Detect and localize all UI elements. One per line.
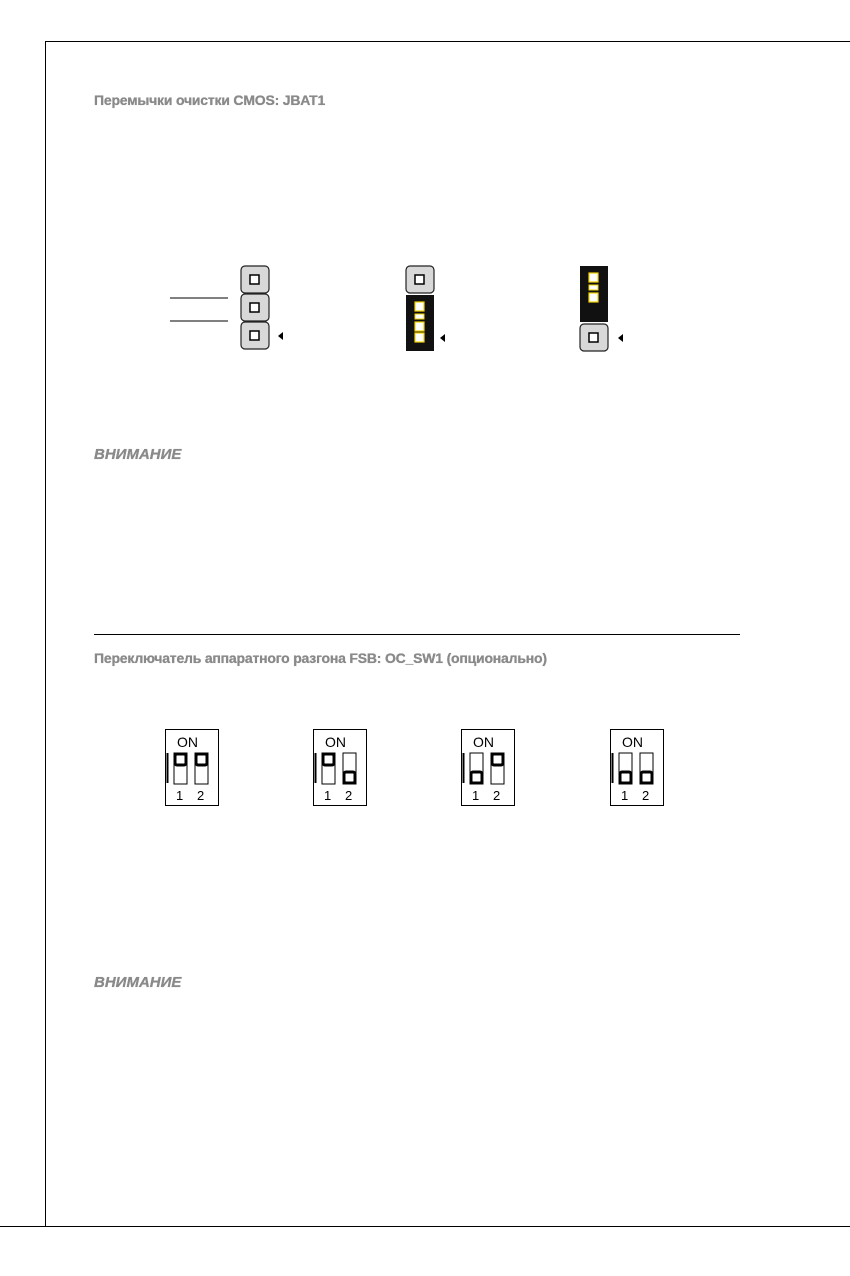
- dip-switch-svg: [165, 729, 219, 806]
- dip-switch-knob-off: [641, 772, 652, 783]
- jumper-diagram-keep-data: [400, 264, 460, 356]
- page-frame-bottom: [0, 1226, 850, 1227]
- dip-switch-knob-off: [471, 772, 482, 783]
- dip-switch-knob-off: [344, 772, 355, 783]
- dip-on-label: ON: [473, 734, 494, 750]
- dip-pin-number: 1: [472, 788, 480, 803]
- dip-switch-knob-off: [620, 772, 631, 783]
- dip-switch-diagram: [610, 729, 664, 806]
- warning-label-cmos: ВНИМАНИЕ: [94, 446, 182, 463]
- dip-pin-number: 2: [345, 788, 353, 803]
- dip-switch-svg: [313, 729, 367, 806]
- cmos-jumper-heading: Перемычки очистки CMOS: JBAT1: [94, 92, 326, 108]
- section-divider: [94, 634, 740, 635]
- dip-pin-number: 1: [621, 788, 629, 803]
- dip-switch-diagram: [461, 729, 515, 806]
- dip-on-label: ON: [622, 734, 643, 750]
- dip-pin-number: 2: [197, 788, 205, 803]
- dip-on-label: ON: [177, 734, 198, 750]
- page-frame-top: [45, 41, 850, 42]
- dip-switch-knob-on: [196, 754, 207, 765]
- dip-on-label: ON: [325, 734, 346, 750]
- dip-switch-svg: [610, 729, 664, 806]
- page-frame-left: [45, 41, 46, 1226]
- dip-pin-number: 1: [176, 788, 184, 803]
- dip-pin-number: 2: [642, 788, 650, 803]
- dip-switch-knob-on: [175, 754, 186, 765]
- dip-pin-number: 2: [493, 788, 501, 803]
- dip-switch-knob-on: [492, 754, 503, 765]
- dip-pin-number: 1: [324, 788, 332, 803]
- jumper-diagram-clear-data: [574, 264, 634, 356]
- dip-switch-svg: [461, 729, 515, 806]
- warning-label-fsb: ВНИМАНИЕ: [94, 974, 182, 991]
- fsb-switch-heading: Переключатель аппаратного разгона FSB: OC_SW1 (опционально): [94, 650, 547, 666]
- jumper-diagram-pins: [170, 264, 300, 356]
- dip-switch-diagram: [165, 729, 219, 806]
- dip-switch-diagram: [313, 729, 367, 806]
- dip-switch-knob-on: [323, 754, 334, 765]
